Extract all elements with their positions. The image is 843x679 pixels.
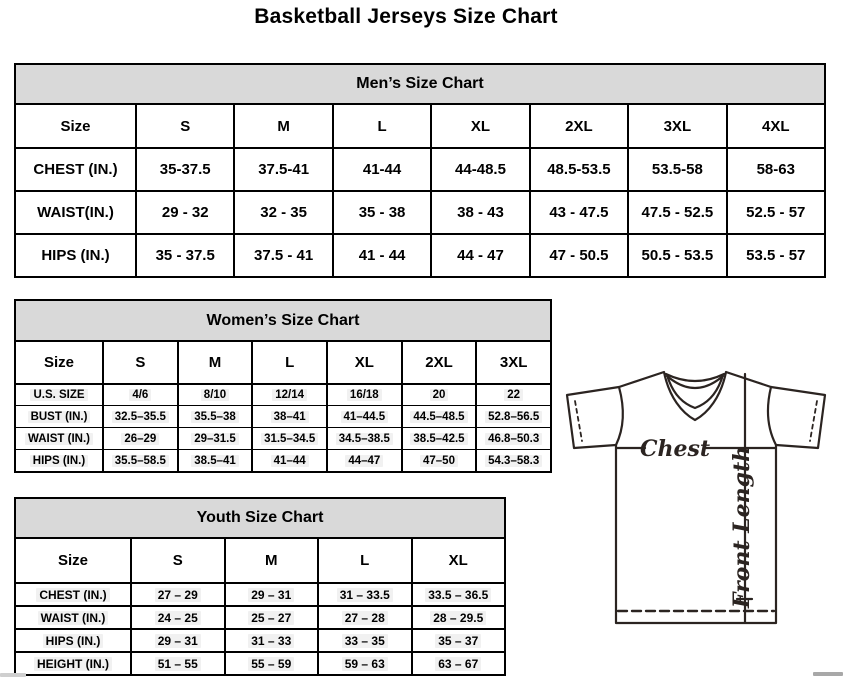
table-cell (130, 630, 224, 651)
table-cell (251, 428, 326, 449)
cell-value: 2XL (425, 354, 453, 371)
table-cell (475, 385, 550, 405)
table-cell (475, 428, 550, 449)
cell-value: 29 - 32 (161, 204, 209, 221)
table-cell (130, 539, 224, 582)
table-cell (102, 342, 177, 383)
youth-chest-row (16, 582, 504, 605)
table-cell (317, 584, 411, 605)
table-cell (251, 450, 326, 471)
table-cell (251, 406, 326, 427)
collar-inner-arc-top (666, 374, 724, 381)
cell-value: 51 – 55 (155, 657, 201, 671)
scrollbar-fragment-right[interactable] (813, 672, 843, 676)
table-cell (627, 235, 725, 276)
cell-value: 27 – 28 (342, 611, 388, 625)
cell-value: 38 - 43 (457, 204, 504, 221)
cell-value: 34.5–38.5 (336, 433, 393, 445)
row-label: HEIGHT (IN.) (34, 657, 112, 671)
cell-value: 29–31.5 (191, 433, 239, 445)
row-label: WAIST (IN.) (25, 433, 93, 445)
cell-value: 3XL (663, 117, 692, 135)
mens-size-chart-table (14, 63, 826, 278)
table-cell (233, 192, 331, 233)
table-cell (401, 342, 476, 383)
table-cell (332, 235, 430, 276)
cell-value: M (277, 117, 290, 135)
row-label: HIPS (IN.) (41, 247, 110, 264)
table-cell (130, 584, 224, 605)
table-cell (401, 450, 476, 471)
cell-value: 4/6 (129, 389, 151, 401)
cell-value: 33.5 – 36.5 (425, 588, 491, 602)
row-label: WAIST (IN.) (38, 611, 109, 625)
size-label-cell (16, 539, 130, 582)
cell-value: 41–44.5 (341, 411, 389, 423)
youth-size-chart-table (14, 497, 506, 676)
table-cell (627, 192, 725, 233)
table-cell (411, 607, 505, 628)
cell-value: 63 – 67 (435, 657, 481, 671)
table-cell (233, 149, 331, 190)
mens-waist-row (16, 190, 824, 233)
row-label-cell (16, 235, 135, 276)
table-cell (224, 630, 318, 651)
table-cell (529, 192, 627, 233)
table-cell (411, 630, 505, 651)
cell-value: 38.5–42.5 (410, 433, 467, 445)
left-cuff-dashed-line (575, 401, 582, 441)
row-label-cell (16, 406, 102, 427)
womens-size-chart-table (14, 299, 552, 473)
cell-value: L (285, 354, 295, 371)
cell-value: 54.3–58.3 (485, 455, 542, 467)
table-cell (135, 192, 233, 233)
cell-value: 12/14 (272, 389, 307, 401)
cell-value: M (208, 354, 222, 371)
womens-table-header (16, 301, 550, 342)
table-cell (430, 235, 528, 276)
row-label: U.S. SIZE (30, 389, 87, 401)
cell-value: 29 – 31 (155, 634, 201, 648)
cell-value: 32 - 35 (260, 204, 307, 221)
womens-size-header-row (16, 342, 550, 383)
chest-label: Chest (639, 436, 711, 462)
cell-value: 4XL (762, 117, 790, 135)
row-label: BUST (IN.) (28, 411, 91, 423)
table-cell (177, 428, 252, 449)
cell-value: XL (448, 552, 468, 569)
cell-value: 44.5–48.5 (410, 411, 467, 423)
cell-value: 53.5 - 57 (746, 247, 806, 264)
cell-value: 2XL (565, 117, 593, 135)
table-cell (102, 385, 177, 405)
cell-value: 35 - 38 (358, 204, 406, 221)
youth-height-row (16, 651, 504, 674)
mens-hips-row (16, 233, 824, 276)
size-label: Size (43, 354, 74, 371)
cell-value: 35.5–38 (191, 411, 239, 423)
cell-value: 58-63 (756, 161, 795, 178)
cell-value: 53.5-58 (651, 161, 703, 178)
cell-value: 35.5–58.5 (112, 455, 169, 467)
womens-waist-row (16, 427, 550, 449)
row-label-cell (16, 149, 135, 190)
cell-value: 46.8–50.3 (485, 433, 542, 445)
table-cell (251, 342, 326, 383)
womens-table-title: Women’s Size Chart (206, 311, 360, 329)
table-cell (233, 235, 331, 276)
cell-value: 28 – 29.5 (430, 611, 486, 625)
cell-value: 32.5–35.5 (112, 411, 169, 423)
cell-value: M (265, 552, 278, 569)
size-label: Size (57, 552, 88, 569)
row-label-cell (16, 192, 135, 233)
cell-value: 26–29 (121, 433, 159, 445)
right-sleeve-seam (768, 387, 776, 445)
table-cell (317, 653, 411, 674)
table-cell (726, 235, 824, 276)
row-label: WAIST(IN.) (37, 204, 114, 221)
table-cell (529, 235, 627, 276)
cell-value: 37.5 - 41 (254, 247, 314, 264)
table-cell (411, 584, 505, 605)
cell-value: 47.5 - 52.5 (641, 204, 714, 221)
table-cell (177, 450, 252, 471)
table-cell (177, 342, 252, 383)
table-cell (332, 149, 430, 190)
cell-value: 43 - 47.5 (549, 204, 609, 221)
cell-value: 41-44 (362, 161, 402, 178)
table-cell (130, 653, 224, 674)
cell-value: S (172, 552, 183, 569)
cell-value: 41 - 44 (358, 247, 406, 264)
jersey-outline (567, 372, 825, 623)
row-label-cell (16, 607, 130, 628)
row-label-cell (16, 450, 102, 471)
table-cell (102, 406, 177, 427)
table-cell (326, 385, 401, 405)
table-cell (102, 428, 177, 449)
table-cell (177, 406, 252, 427)
table-cell (130, 607, 224, 628)
table-cell (135, 235, 233, 276)
table-cell (326, 406, 401, 427)
cell-value: 33 – 35 (342, 634, 388, 648)
cell-value: 59 – 63 (342, 657, 388, 671)
size-label-cell (16, 342, 102, 383)
youth-table-header (16, 499, 504, 539)
cell-value: 38.5–41 (191, 455, 239, 467)
table-cell (317, 607, 411, 628)
table-cell (332, 105, 430, 147)
cell-value: 25 – 27 (248, 611, 294, 625)
table-cell (430, 192, 528, 233)
left-sleeve-seam (616, 387, 623, 445)
table-cell (224, 607, 318, 628)
row-label: HIPS (IN.) (30, 455, 88, 467)
table-cell (326, 450, 401, 471)
row-label: CHEST (IN.) (36, 588, 109, 602)
youth-size-header-row (16, 539, 504, 582)
table-cell (401, 428, 476, 449)
table-cell (627, 105, 725, 147)
size-label-cell (16, 105, 135, 147)
cell-value: 22 (504, 389, 523, 401)
cell-value: 37.5-41 (258, 161, 310, 178)
cell-value: 35 - 37.5 (155, 247, 215, 264)
table-cell (326, 428, 401, 449)
page-title: Basketball Jerseys Size Chart (254, 5, 558, 28)
table-cell (430, 105, 528, 147)
table-cell (224, 539, 318, 582)
cell-value: 24 – 25 (155, 611, 201, 625)
cell-value: 44–47 (345, 455, 383, 467)
row-label-cell (16, 630, 130, 651)
table-cell (135, 149, 233, 190)
table-cell (726, 105, 824, 147)
cell-value: 8/10 (201, 389, 229, 401)
table-cell (411, 539, 505, 582)
cell-value: 38–41 (271, 411, 309, 423)
cell-value: 55 – 59 (248, 657, 294, 671)
table-cell (401, 385, 476, 405)
cell-value: 47 - 50.5 (549, 247, 609, 264)
table-cell (233, 105, 331, 147)
table-cell (529, 149, 627, 190)
mens-table-header (16, 65, 824, 105)
table-cell (627, 149, 725, 190)
table-cell (475, 406, 550, 427)
cell-value: 50.5 - 53.5 (641, 247, 714, 264)
cell-value: 44 - 47 (457, 247, 504, 264)
womens-hips-row (16, 449, 550, 471)
table-cell (177, 385, 252, 405)
cell-value: 16/18 (347, 389, 382, 401)
cell-value: 27 – 29 (155, 588, 201, 602)
row-label: CHEST (IN.) (33, 161, 118, 178)
cell-value: 35-37.5 (159, 161, 211, 178)
cell-value: 31 – 33.5 (337, 588, 393, 602)
table-cell (251, 385, 326, 405)
table-cell (726, 192, 824, 233)
womens-bust-row (16, 405, 550, 427)
mens-table-title: Men’s Size Chart (356, 75, 484, 92)
cell-value: XL (470, 117, 491, 135)
cell-value: 47–50 (420, 455, 458, 467)
cell-value: 52.5 - 57 (746, 204, 806, 221)
table-cell (411, 653, 505, 674)
table-cell (317, 539, 411, 582)
scrollbar-fragment-left[interactable] (0, 673, 26, 677)
right-cuff-dashed-line (810, 401, 817, 441)
table-cell (401, 406, 476, 427)
cell-value: 31 – 33 (248, 634, 294, 648)
row-label-cell (16, 653, 130, 674)
youth-table-title: Youth Size Chart (196, 509, 324, 526)
youth-hips-row (16, 628, 504, 651)
row-label-cell (16, 385, 102, 405)
table-cell (224, 653, 318, 674)
cell-value: XL (354, 354, 374, 371)
mens-size-header-row (16, 105, 824, 147)
womens-us-size-row (16, 383, 550, 405)
cell-value: 3XL (499, 354, 528, 371)
cell-value: S (180, 117, 191, 135)
table-cell (475, 342, 550, 383)
row-label-cell (16, 428, 102, 449)
cell-value: 35 – 37 (435, 634, 481, 648)
cell-value: S (135, 354, 146, 371)
row-label: HIPS (IN.) (43, 634, 104, 648)
table-cell (326, 342, 401, 383)
row-label-cell (16, 584, 130, 605)
front-length-label: Front Length (729, 445, 755, 609)
cell-value: L (377, 117, 387, 135)
table-cell (726, 149, 824, 190)
table-cell (332, 192, 430, 233)
table-cell (529, 105, 627, 147)
cell-value: 29 – 31 (248, 588, 294, 602)
table-cell (475, 450, 550, 471)
table-cell (224, 584, 318, 605)
size-label: Size (60, 117, 91, 135)
cell-value: 41–44 (271, 455, 309, 467)
table-cell (430, 149, 528, 190)
youth-waist-row (16, 605, 504, 628)
jersey-diagram (555, 290, 843, 679)
table-cell (102, 450, 177, 471)
cell-value: 48.5-53.5 (547, 161, 611, 178)
cell-value: 31.5–34.5 (261, 433, 318, 445)
cell-value: 20 (430, 389, 449, 401)
cell-value: 44-48.5 (455, 161, 506, 178)
table-cell (317, 630, 411, 651)
mens-chest-row (16, 147, 824, 190)
cell-value: 52.8–56.5 (485, 411, 542, 423)
table-cell (135, 105, 233, 147)
cell-value: L (360, 552, 370, 569)
